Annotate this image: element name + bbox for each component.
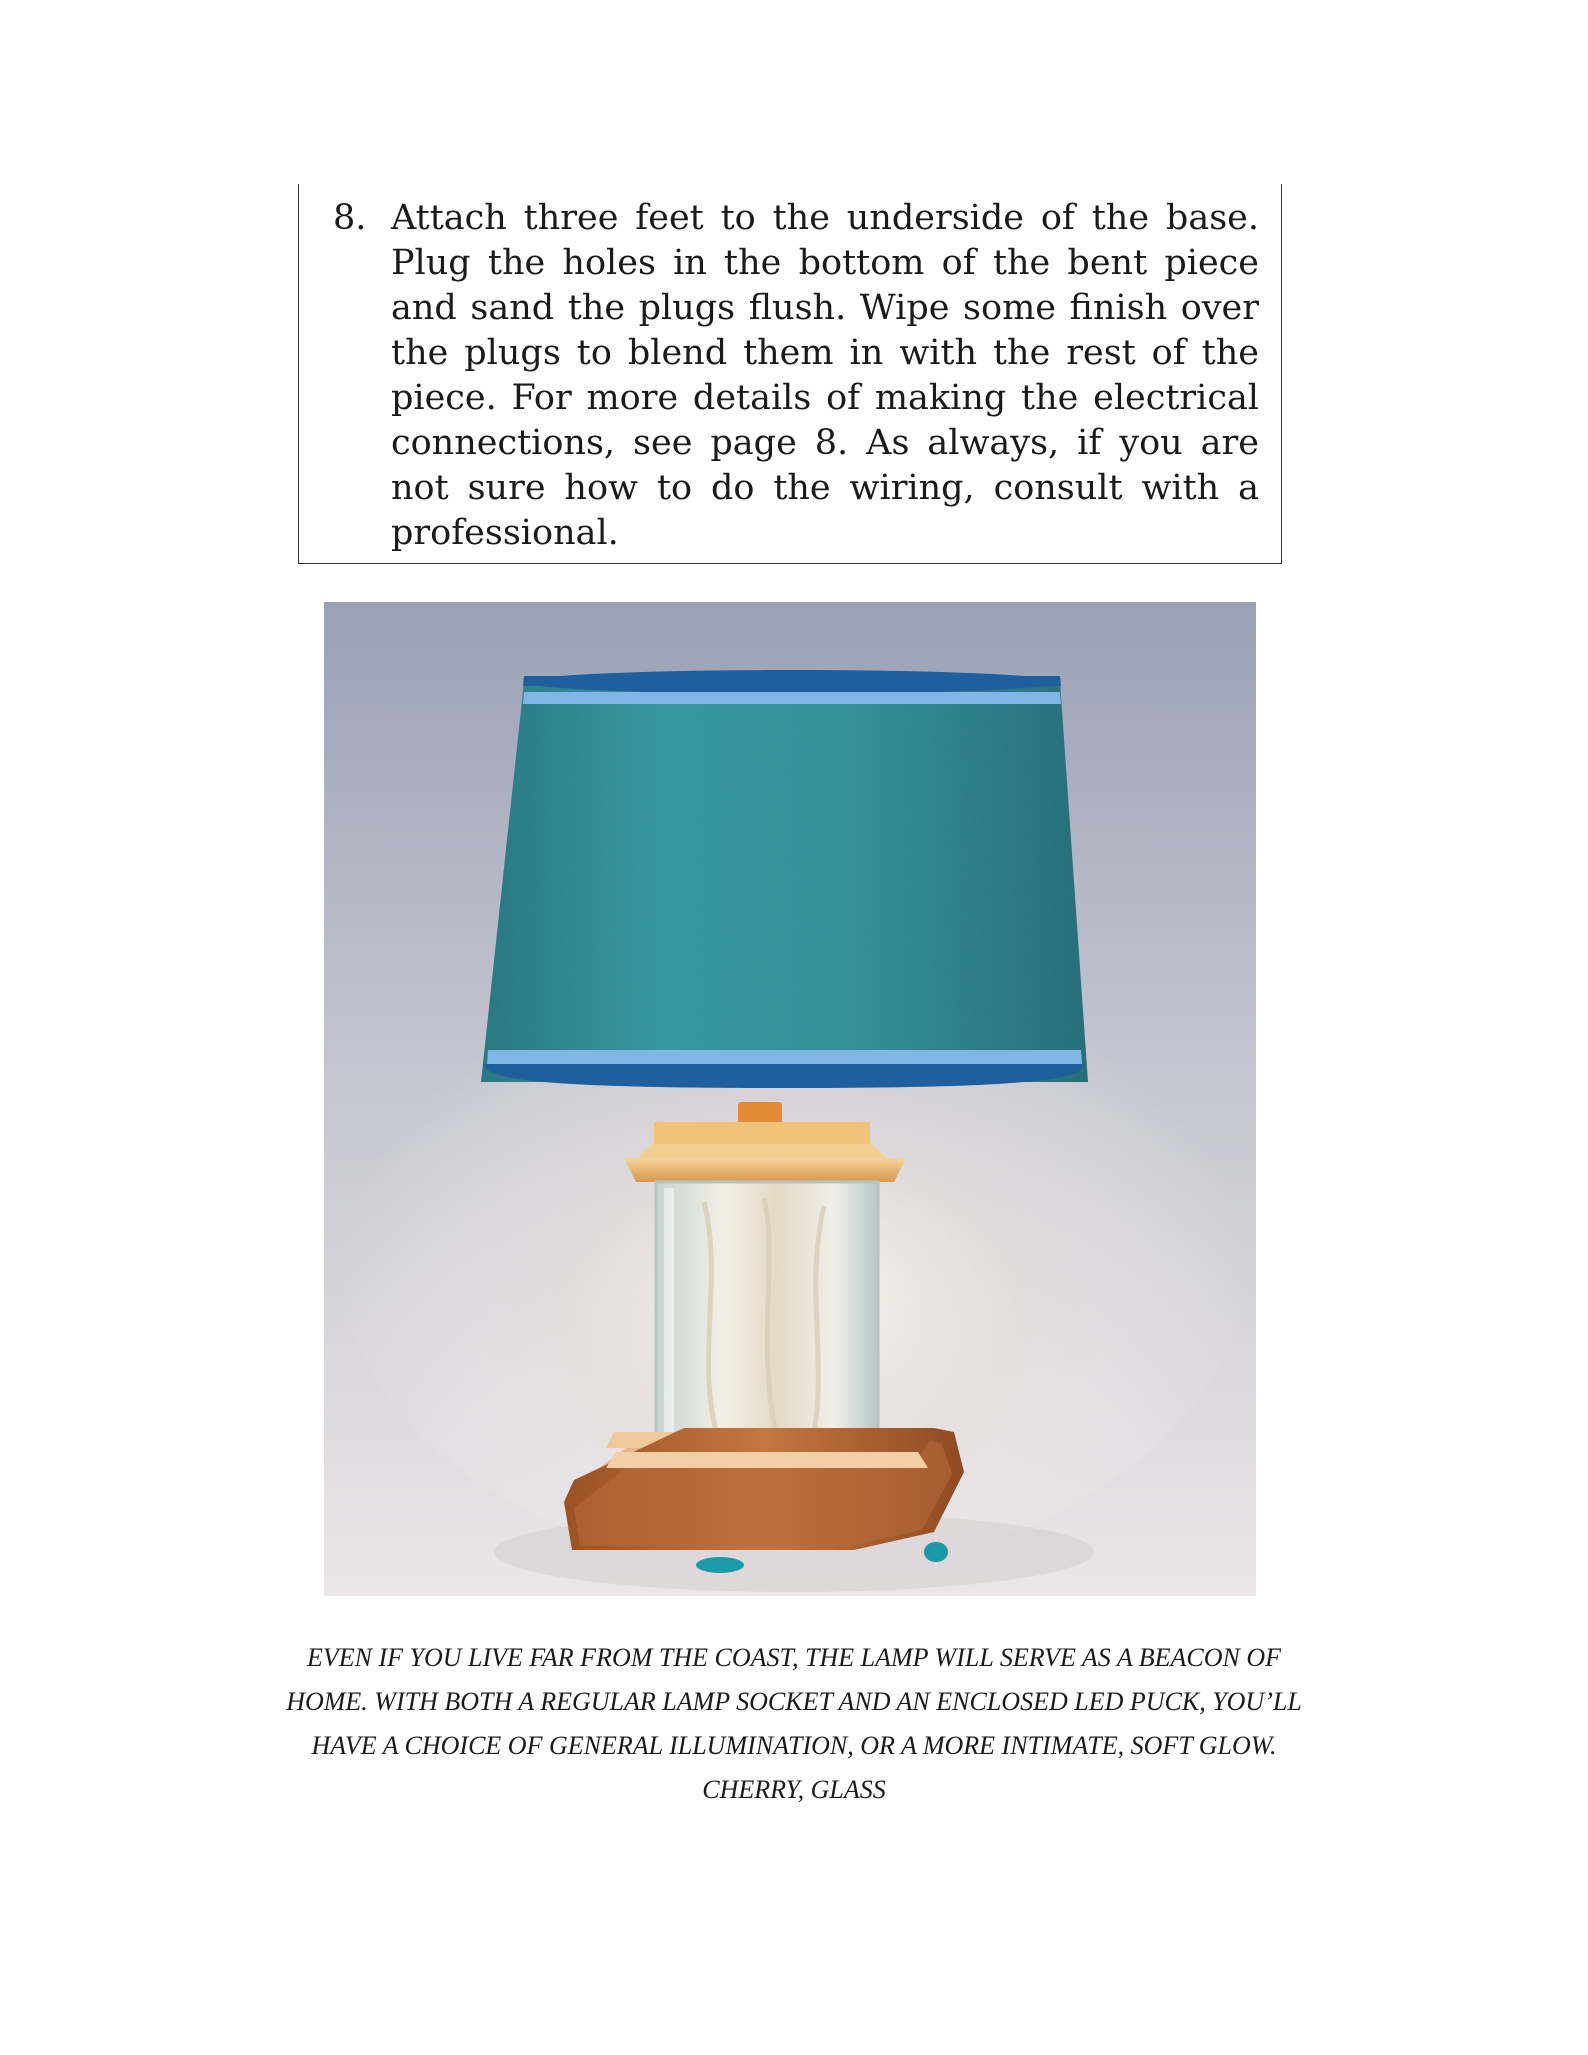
caption-line: HAVE A CHOICE OF GENERAL ILLUMINATION, OR A MORE INTIMATE, SOFT GLOW. — [311, 1731, 1277, 1760]
instruction-box — [298, 184, 1282, 564]
caption-line: EVEN IF YOU LIVE FAR FROM THE COAST, THE LAMP WILL SERVE AS A BEACON OF — [306, 1643, 1282, 1672]
instruction-step — [333, 196, 1263, 556]
lamp-shade — [481, 670, 1088, 1088]
step-number: 8. — [333, 198, 367, 238]
glass-block — [656, 1182, 878, 1452]
photo-caption — [200, 1636, 1388, 1812]
caption-line: HOME. WITH BOTH A REGULAR LAMP SOCKET AND AN ENCLOSED LED PUCK, YOU’LL — [286, 1687, 1302, 1716]
lamp-photo — [324, 602, 1256, 1596]
lamp-top-cap — [624, 1122, 906, 1182]
step-text: Attach three feet to the underside of the base. Plug the holes in the bottom of the bent piece and sand the plugs flush. Wipe some finish over the plugs to blend them in with the rest of the piece. For more details of making the electrical connections, see page 8. As always, if you are not sure how to do the wiring, consult with a professional. — [391, 198, 1259, 553]
lamp-foot — [924, 1542, 948, 1562]
lamp-base — [564, 1428, 964, 1550]
caption-line: CHERRY, GLASS — [702, 1775, 886, 1804]
lamp-foot — [696, 1557, 744, 1573]
